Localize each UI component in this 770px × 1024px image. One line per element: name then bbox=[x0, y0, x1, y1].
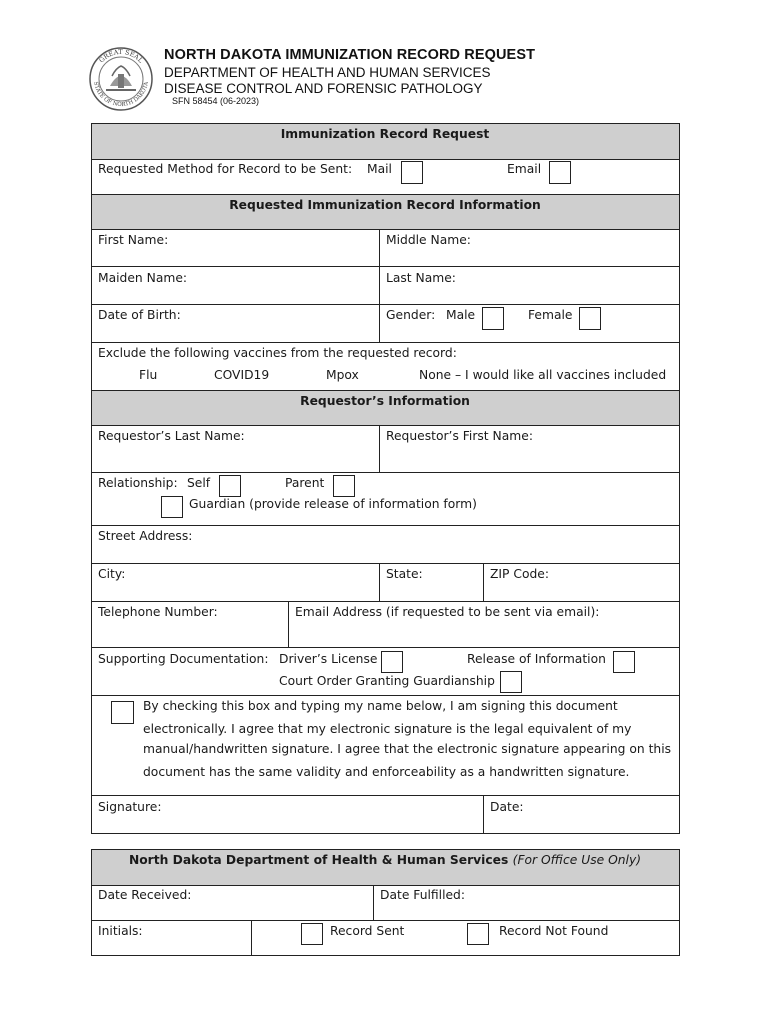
state-field[interactable]: State: bbox=[386, 567, 423, 581]
supporting-doc-label: Supporting Documentation: bbox=[98, 652, 269, 666]
release-info-label: Release of Information bbox=[467, 652, 606, 666]
record-sent-label: Record Sent bbox=[330, 924, 405, 938]
office-heading bbox=[0, 853, 770, 867]
female-label: Female bbox=[528, 308, 573, 322]
email-method-label: Email bbox=[507, 162, 542, 176]
consent-line: document has the same validity and enforceability as a handwritten signature. bbox=[143, 765, 630, 779]
court-order-label: Court Order Granting Guardianship bbox=[279, 674, 495, 688]
vaccine-covid19[interactable]: COVID19 bbox=[214, 368, 270, 382]
record-sent-checkbox[interactable] bbox=[301, 923, 323, 945]
guardian-label: Guardian (provide release of information form) bbox=[189, 497, 477, 511]
record-not-found-label: Record Not Found bbox=[499, 924, 609, 938]
method-label: Requested Method for Record to be Sent: bbox=[98, 162, 353, 176]
division-name: DISEASE CONTROL AND FORENSIC PATHOLOGY bbox=[164, 81, 483, 96]
self-checkbox[interactable] bbox=[219, 475, 241, 497]
maiden-name-field[interactable]: Maiden Name: bbox=[98, 271, 188, 285]
last-name-field[interactable]: Last Name: bbox=[386, 271, 456, 285]
release-info-checkbox[interactable] bbox=[613, 651, 635, 673]
telephone-field[interactable]: Telephone Number: bbox=[98, 605, 218, 619]
mail-checkbox[interactable] bbox=[401, 161, 423, 184]
male-checkbox[interactable] bbox=[482, 307, 504, 330]
exclude-label: Exclude the following vaccines from the requested record: bbox=[98, 346, 457, 360]
male-label: Male bbox=[446, 308, 476, 322]
vaccine-none[interactable]: None – I would like all vaccines included bbox=[419, 368, 667, 382]
section-heading-requestor: Requestor’s Information bbox=[300, 394, 470, 408]
email-checkbox[interactable] bbox=[549, 161, 571, 184]
seal-top-text: GREAT SEAL bbox=[97, 47, 145, 65]
dob-field[interactable]: Date of Birth: bbox=[98, 308, 181, 322]
section-heading-request: Immunization Record Request bbox=[280, 127, 490, 141]
requestor-first-name-field[interactable]: Requestor’s First Name: bbox=[386, 429, 533, 443]
form-number: SFN 58454 (06-2023) bbox=[172, 96, 260, 106]
date-received-field[interactable]: Date Received: bbox=[98, 888, 192, 902]
signature-field[interactable]: Signature: bbox=[98, 800, 162, 814]
consent-line: manual/handwritten signature. I agree that the electronic signature appearing on this bbox=[143, 742, 672, 756]
middle-name-field[interactable]: Middle Name: bbox=[386, 233, 471, 247]
city-field[interactable]: City: bbox=[98, 567, 126, 581]
consent-line: electronically. I agree that my electronic signature is the legal equivalent of my bbox=[143, 722, 632, 736]
consent-line: By checking this box and typing my name below, I am signing this document bbox=[143, 699, 618, 713]
initials-field[interactable]: Initials: bbox=[98, 924, 143, 938]
date-fulfilled-field[interactable]: Date Fulfilled: bbox=[380, 888, 466, 902]
section-heading-record-info: Requested Immunization Record Information bbox=[229, 198, 541, 212]
svg-text:GREAT SEAL bbox=[97, 48, 145, 65]
date-field[interactable]: Date: bbox=[490, 800, 524, 814]
email-address-field[interactable]: Email Address (if requested to be sent via email): bbox=[295, 605, 600, 619]
self-label: Self bbox=[187, 476, 211, 490]
drivers-license-checkbox[interactable] bbox=[381, 651, 403, 673]
form-title: NORTH DAKOTA IMMUNIZATION RECORD REQUEST bbox=[164, 47, 536, 63]
state-seal bbox=[88, 46, 154, 112]
vaccine-mpox[interactable]: Mpox bbox=[326, 368, 359, 382]
mail-label: Mail bbox=[367, 162, 392, 176]
relationship-label: Relationship: bbox=[98, 476, 178, 490]
department-name: DEPARTMENT OF HEALTH AND HUMAN SERVICES bbox=[164, 65, 491, 80]
e-signature-checkbox[interactable] bbox=[111, 701, 134, 724]
office-heading-italic: (For Office Use Only) bbox=[512, 853, 642, 867]
first-name-field[interactable]: First Name: bbox=[98, 233, 169, 247]
seal-bottom-text: STATE OF NORTH DAKOTA bbox=[92, 81, 150, 109]
parent-checkbox[interactable] bbox=[333, 475, 355, 497]
female-checkbox[interactable] bbox=[579, 307, 601, 330]
parent-label: Parent bbox=[285, 476, 325, 490]
zip-field[interactable]: ZIP Code: bbox=[490, 567, 549, 581]
requestor-last-name-field[interactable]: Requestor’s Last Name: bbox=[98, 429, 245, 443]
vaccine-flu[interactable]: Flu bbox=[139, 368, 158, 382]
drivers-license-label: Driver’s License bbox=[279, 652, 378, 666]
office-heading-bold: North Dakota Department of Health & Human Services bbox=[128, 853, 509, 867]
record-not-found-checkbox[interactable] bbox=[467, 923, 489, 945]
court-order-checkbox[interactable] bbox=[500, 671, 522, 693]
gender-label: Gender: bbox=[386, 308, 436, 322]
guardian-checkbox[interactable] bbox=[161, 496, 183, 518]
street-address-field[interactable]: Street Address: bbox=[98, 529, 193, 543]
